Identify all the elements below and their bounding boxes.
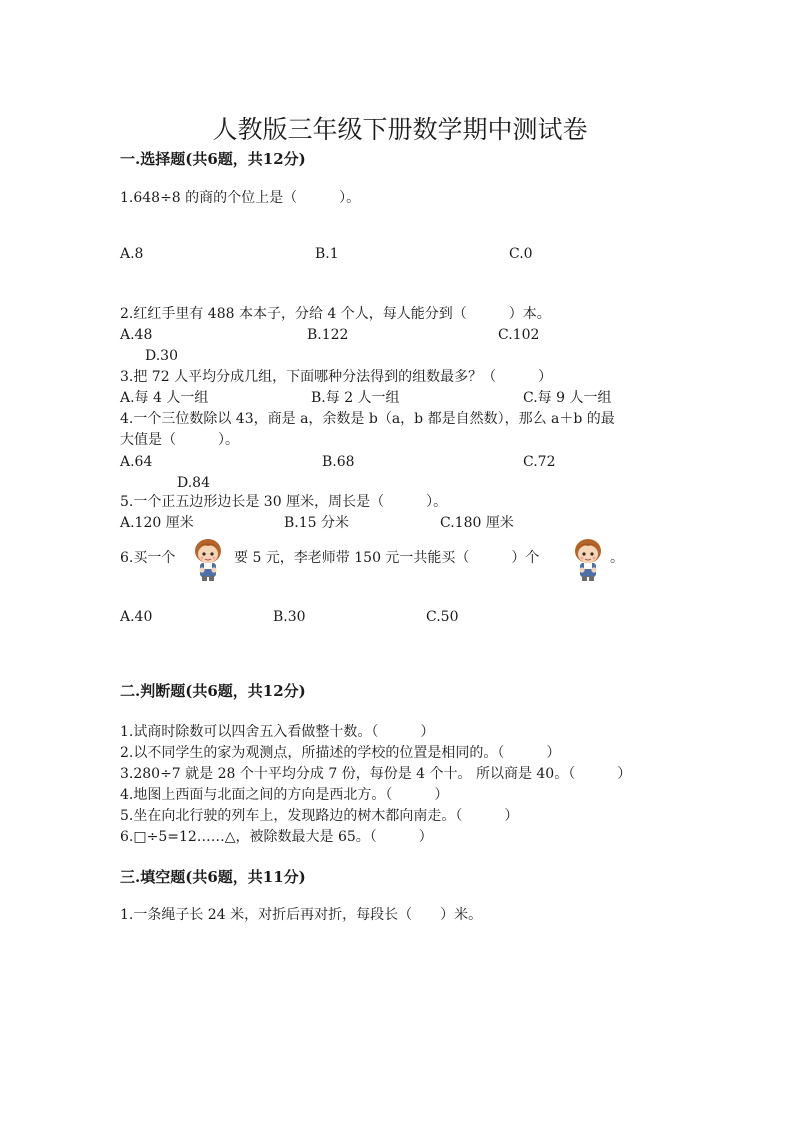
option-b: B.30 <box>273 609 306 625</box>
option-b: B.68 <box>322 454 355 470</box>
question-stem-part1: 6.买一个 <box>120 550 176 566</box>
boy-doll-icon <box>190 536 226 582</box>
option-c: C.72 <box>523 454 556 470</box>
boy-doll-icon <box>570 536 606 582</box>
judgement-item: 5.坐在向北行驶的列车上，发现路边的树木都向南走。（ ） <box>120 808 519 824</box>
option-d: D.30 <box>145 348 178 364</box>
option-c: C.180 厘米 <box>440 515 514 531</box>
question-stem: 5.一个正五边形边长是 30 厘米，周长是（ ）。 <box>120 494 448 510</box>
option-c: C.102 <box>498 327 540 343</box>
judgement-item: 3.280÷7 就是 28 个十平均分成 7 份，每份是 4 个十。 所以商是 40。（ ） <box>120 766 632 782</box>
option-a: A.40 <box>120 609 153 625</box>
option-a: A.64 <box>120 454 153 470</box>
option-a: A.120 厘米 <box>120 515 194 531</box>
section-heading-fill-blank: 三.填空题(共6题，共11分) <box>120 868 306 886</box>
option-b: B.每 2 人一组 <box>311 390 400 406</box>
judgement-item: 6.□÷5=12……△，被除数最大是 65。（ ） <box>120 829 433 845</box>
option-a: A.8 <box>120 246 144 262</box>
option-c: C.0 <box>509 246 533 262</box>
option-c: C.50 <box>426 609 459 625</box>
question-stem-part3: 。 <box>610 550 624 566</box>
option-d: D.84 <box>177 475 210 491</box>
question-stem-line2: 大值是（ ）。 <box>120 432 239 448</box>
option-c: C.每 9 人一组 <box>523 390 612 406</box>
option-a: A.48 <box>120 327 153 343</box>
option-a: A.每 4 人一组 <box>120 390 209 406</box>
page-title: 人教版三年级下册数学期中测试卷 <box>212 114 588 144</box>
question-stem: 2.红红手里有 488 本本子，分给 4 个人，每人能分到（ ）本。 <box>120 306 551 322</box>
judgement-item: 1.试商时除数可以四舍五入看做整十数。（ ） <box>120 724 435 740</box>
question-stem: 3.把 72 人平均分成几组，下面哪种分法得到的组数最多？（ ） <box>120 369 553 385</box>
question-stem: 1.648÷8 的商的个位上是（ ）。 <box>120 190 361 206</box>
question-stem-part2: 要 5 元，李老师带 150 元一共能买（ ）个 <box>234 550 540 566</box>
question-stem-line1: 4.一个三位数除以 43，商是 a，余数是 b（a，b 都是自然数），那么 a＋b 的最 <box>120 411 615 427</box>
option-b: B.15 分米 <box>284 515 350 531</box>
fill-blank-item: 1.一条绳子长 24 米，对折后再对折，每段长（ ）米。 <box>120 907 483 923</box>
judgement-item: 2.以不同学生的家为观测点，所描述的学校的位置是相同的。（ ） <box>120 745 561 761</box>
option-b: B.1 <box>315 246 339 262</box>
judgement-item: 4.地图上西面与北面之间的方向是西北方。（ ） <box>120 787 449 803</box>
section-heading-judgement: 二.判断题(共6题，共12分) <box>120 682 306 700</box>
option-b: B.122 <box>307 327 349 343</box>
section-heading-choice: 一.选择题(共6题，共12分) <box>120 150 306 168</box>
